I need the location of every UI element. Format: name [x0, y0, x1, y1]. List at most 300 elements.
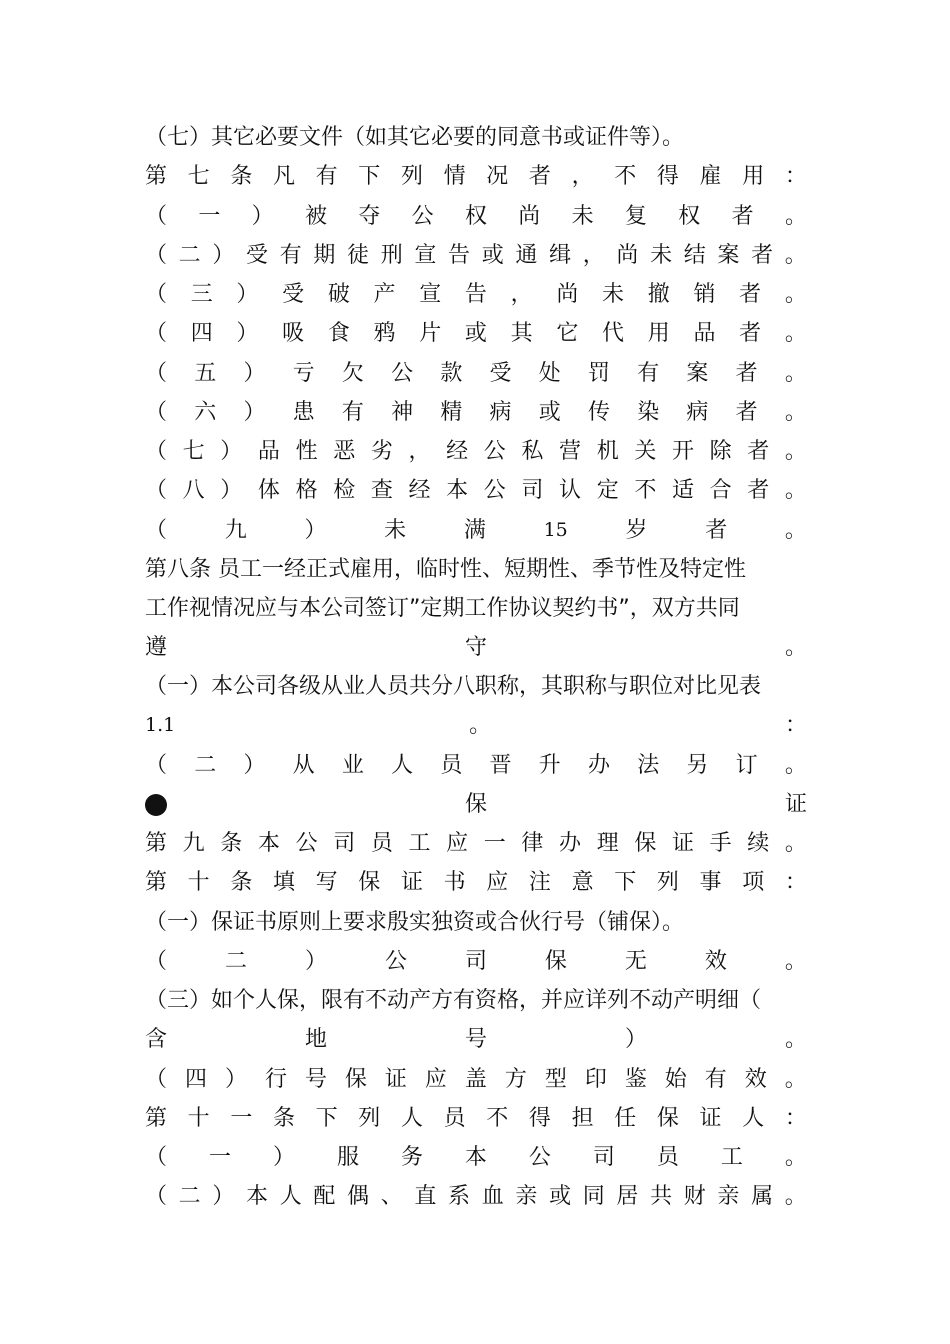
glyph: 升 [538, 753, 561, 778]
glyph: （ [145, 949, 168, 974]
glyph: 者 [751, 243, 774, 268]
glyph: 保 [464, 792, 487, 817]
glyph: 其 [510, 321, 533, 346]
glyph: 1.1 [145, 714, 176, 736]
text-line [145, 197, 807, 236]
glyph: 。 [784, 400, 807, 425]
glyph: 未 [384, 518, 407, 543]
glyph: 。 [784, 518, 807, 543]
glyph: 公 [391, 361, 414, 386]
glyph: （ [145, 1067, 168, 1092]
glyph: 不 [486, 1106, 509, 1131]
text-line [145, 471, 807, 510]
glyph: 病 [489, 400, 512, 425]
glyph: 配 [313, 1184, 336, 1209]
glyph: 得 [528, 1106, 551, 1131]
glyph: 罚 [587, 361, 610, 386]
glyph: 传 [587, 400, 610, 425]
text-line [145, 824, 807, 863]
text-line [145, 393, 807, 432]
glyph: 权 [464, 204, 487, 229]
glyph: 受 [489, 361, 512, 386]
glyph: 经 [446, 439, 469, 464]
glyph: 一 [483, 831, 506, 856]
glyph: 不 [634, 478, 657, 503]
glyph: 产 [373, 282, 396, 307]
glyph: 况 [486, 164, 509, 189]
glyph: 销 [693, 282, 716, 307]
text-line [145, 511, 807, 550]
bullet-icon [145, 794, 167, 816]
glyph: 证 [384, 1067, 407, 1092]
glyph: （ [145, 400, 168, 425]
glyph: 二 [224, 949, 247, 974]
glyph: 。 [784, 831, 807, 856]
glyph: 七 [182, 439, 205, 464]
glyph: ） [272, 1145, 295, 1170]
glyph: 尚 [518, 204, 541, 229]
glyph: 公 [483, 439, 506, 464]
text-line: 工作视情况应与本公司签订”定期工作协议契约书”，双方共同 [145, 596, 740, 621]
glyph: 共 [650, 1184, 673, 1209]
glyph: 居 [616, 1184, 639, 1209]
glyph: 保 [544, 949, 567, 974]
glyph: 查 [370, 478, 393, 503]
glyph: 下 [315, 1106, 338, 1131]
glyph: 有 [341, 400, 364, 425]
glyph: 不 [614, 164, 637, 189]
glyph: 者 [735, 361, 758, 386]
glyph: 保 [656, 1106, 679, 1131]
glyph: 未 [571, 204, 594, 229]
glyph: 事 [699, 870, 722, 895]
glyph: 满 [463, 518, 486, 543]
glyph: 案 [717, 243, 740, 268]
glyph: 或 [549, 1184, 572, 1209]
glyph: 含 [145, 1027, 168, 1052]
glyph: 下 [358, 164, 381, 189]
glyph: ） [243, 400, 266, 425]
glyph: 私 [521, 439, 544, 464]
glyph: 夺 [358, 204, 381, 229]
glyph: 型 [544, 1067, 567, 1092]
glyph: 未 [650, 243, 673, 268]
glyph: 担 [571, 1106, 594, 1131]
glyph: 应 [446, 831, 469, 856]
glyph: 证 [400, 870, 423, 895]
glyph: 员 [370, 831, 393, 856]
text-line [145, 1099, 807, 1138]
glyph: 二 [194, 753, 217, 778]
glyph: 用 [647, 321, 670, 346]
glyph: 有 [637, 361, 660, 386]
glyph: 属 [751, 1184, 774, 1209]
glyph: （ [145, 478, 168, 503]
glyph: 者 [747, 439, 770, 464]
glyph: 处 [538, 361, 561, 386]
glyph: 八 [182, 478, 205, 503]
glyph: 染 [637, 400, 660, 425]
glyph: ） [224, 1067, 247, 1092]
glyph: ： [784, 713, 807, 738]
glyph: 盖 [464, 1067, 487, 1092]
glyph: 二 [178, 243, 201, 268]
glyph: 。 [784, 439, 807, 464]
glyph: 同 [582, 1184, 605, 1209]
glyph: 工 [408, 831, 431, 856]
glyph: 条 [230, 870, 253, 895]
glyph: 精 [440, 400, 463, 425]
glyph: 条 [230, 164, 253, 189]
glyph: 恶 [333, 439, 356, 464]
glyph: 权 [678, 204, 701, 229]
glyph: 二 [178, 1184, 201, 1209]
glyph: 。 [784, 1067, 807, 1092]
glyph: 员 [443, 1106, 466, 1131]
glyph: 证 [699, 1106, 722, 1131]
glyph: 片 [419, 321, 442, 346]
glyph: 病 [686, 400, 709, 425]
glyph: 亲 [717, 1184, 740, 1209]
glyph: 。 [469, 713, 492, 738]
glyph: 第 [145, 831, 168, 856]
text-line [145, 628, 807, 667]
glyph: 认 [559, 478, 582, 503]
glyph: 有 [704, 1067, 727, 1092]
glyph: 写 [315, 870, 338, 895]
glyph: 人 [742, 1106, 765, 1131]
glyph: 号 [464, 1027, 487, 1052]
glyph: 本 [257, 831, 280, 856]
glyph: 十 [187, 870, 210, 895]
glyph: 。 [784, 1027, 807, 1052]
glyph: 条 [220, 831, 243, 856]
text-line [145, 314, 807, 353]
glyph: 六 [194, 400, 217, 425]
glyph: 员 [656, 1145, 679, 1170]
glyph: 情 [443, 164, 466, 189]
glyph: ， [571, 164, 594, 189]
glyph: 宣 [419, 282, 442, 307]
glyph: 得 [656, 164, 679, 189]
glyph: 三 [190, 282, 213, 307]
glyph: 意 [571, 870, 594, 895]
glyph: 守 [464, 635, 487, 660]
glyph: 者 [528, 164, 551, 189]
glyph: 鉴 [624, 1067, 647, 1092]
glyph: 效 [704, 949, 727, 974]
glyph: 任 [614, 1106, 637, 1131]
glyph: 吸 [282, 321, 305, 346]
glyph: 。 [784, 753, 807, 778]
section-heading-guarantee [145, 785, 807, 824]
glyph: 列 [358, 1106, 381, 1131]
glyph: 员 [440, 753, 463, 778]
glyph: ） [220, 478, 243, 503]
glyph: 公 [295, 831, 318, 856]
glyph: 鸦 [373, 321, 396, 346]
glyph: 保 [634, 831, 657, 856]
glyph: 除 [709, 439, 732, 464]
text-line [145, 157, 807, 196]
glyph: 宣 [414, 243, 437, 268]
glyph: 系 [448, 1184, 471, 1209]
glyph: 人 [391, 753, 414, 778]
glyph: 第 [145, 164, 168, 189]
glyph: 列 [656, 870, 679, 895]
text-line [145, 1020, 807, 1059]
glyph: 未 [602, 282, 625, 307]
glyph: 它 [556, 321, 579, 346]
glyph: 受 [246, 243, 269, 268]
glyph: 一 [198, 204, 221, 229]
glyph: （ [145, 518, 168, 543]
glyph: 司 [333, 831, 356, 856]
glyph: 本 [446, 478, 469, 503]
glyph: 书 [443, 870, 466, 895]
glyph: ） [236, 282, 259, 307]
text-line: （七）其它必要文件（如其它必要的同意书或证件等）。 [145, 125, 685, 150]
glyph: 法 [637, 753, 660, 778]
glyph: 尚 [616, 243, 639, 268]
glyph: 告 [448, 243, 471, 268]
glyph: 。 [784, 204, 807, 229]
glyph: 15 [543, 519, 568, 541]
glyph: 务 [400, 1145, 423, 1170]
glyph: 四 [190, 321, 213, 346]
glyph: 破 [327, 282, 350, 307]
glyph: 业 [341, 753, 364, 778]
glyph: 律 [521, 831, 544, 856]
glyph: 始 [664, 1067, 687, 1092]
text-line: （一）保证书原则上要求殷实独资或合伙行号（铺保）。 [145, 910, 685, 935]
glyph: 受 [282, 282, 305, 307]
glyph: 条 [272, 1106, 295, 1131]
glyph: 填 [272, 870, 295, 895]
glyph: 方 [504, 1067, 527, 1092]
glyph: 或 [481, 243, 504, 268]
glyph: 本 [246, 1184, 269, 1209]
glyph: 检 [333, 478, 356, 503]
glyph: 九 [182, 831, 205, 856]
glyph: 神 [391, 400, 414, 425]
glyph: 行 [264, 1067, 287, 1092]
glyph: 关 [634, 439, 657, 464]
glyph: 凡 [272, 164, 295, 189]
text-line [145, 432, 807, 471]
glyph: 手 [709, 831, 732, 856]
glyph: 刑 [380, 243, 403, 268]
glyph: ） [624, 1027, 647, 1052]
glyph: 人 [400, 1106, 423, 1131]
glyph: 注 [528, 870, 551, 895]
glyph: 印 [584, 1067, 607, 1092]
glyph: 适 [671, 478, 694, 503]
glyph: 列 [400, 164, 423, 189]
text-line: （一）本公司各级从业人员共分八职称，其职称与职位对比见表 [145, 674, 762, 699]
glyph: 司 [464, 949, 487, 974]
glyph: （ [145, 321, 168, 346]
glyph: 撤 [647, 282, 670, 307]
glyph: 结 [683, 243, 706, 268]
glyph: 被 [304, 204, 327, 229]
glyph: ） [236, 321, 259, 346]
glyph: 。 [784, 1184, 807, 1209]
glyph: 四 [184, 1067, 207, 1092]
glyph: 五 [194, 361, 217, 386]
glyph: ， [510, 282, 533, 307]
glyph: 续 [747, 831, 770, 856]
glyph: 、 [380, 1184, 403, 1209]
glyph: 。 [784, 321, 807, 346]
glyph: 一 [208, 1145, 231, 1170]
glyph: 劣 [370, 439, 393, 464]
glyph: ： [784, 164, 807, 189]
glyph: 患 [292, 400, 315, 425]
glyph: 项 [742, 870, 765, 895]
glyph: 号 [304, 1067, 327, 1092]
glyph: 晋 [489, 753, 512, 778]
glyph: 。 [784, 361, 807, 386]
glyph: 理 [596, 831, 619, 856]
glyph: （ [145, 282, 168, 307]
glyph: 应 [486, 870, 509, 895]
glyph: 司 [592, 1145, 615, 1170]
glyph: 公 [384, 949, 407, 974]
glyph: ， [582, 243, 605, 268]
glyph: ） [304, 518, 327, 543]
glyph: 遵 [145, 635, 168, 660]
glyph: 。 [784, 1145, 807, 1170]
glyph: 者 [739, 321, 762, 346]
glyph: 偶 [347, 1184, 370, 1209]
glyph: 缉 [549, 243, 572, 268]
glyph: 徒 [347, 243, 370, 268]
glyph: 保 [358, 870, 381, 895]
glyph: 机 [596, 439, 619, 464]
glyph: 者 [705, 518, 728, 543]
glyph: 工 [720, 1145, 743, 1170]
glyph: 公 [528, 1145, 551, 1170]
glyph: 血 [481, 1184, 504, 1209]
glyph: 性 [295, 439, 318, 464]
glyph: 或 [538, 400, 561, 425]
glyph: 开 [671, 439, 694, 464]
glyph: 一 [230, 1106, 253, 1131]
glyph: 办 [587, 753, 610, 778]
glyph: ） [212, 243, 235, 268]
glyph: 者 [739, 282, 762, 307]
glyph: 服 [336, 1145, 359, 1170]
glyph: （ [145, 1184, 168, 1209]
glyph: 应 [424, 1067, 447, 1092]
glyph: ） [304, 949, 327, 974]
glyph: 。 [784, 478, 807, 503]
glyph: 期 [313, 243, 336, 268]
glyph: 品 [693, 321, 716, 346]
glyph: 亲 [515, 1184, 538, 1209]
text-line: （三）如个人保，限有不动产方有资格，并应详列不动产明细（ [145, 988, 762, 1013]
glyph: 或 [464, 321, 487, 346]
text-line: 第八条 员工一经正式雇用，临时性、短期性、季节性及特定性 [145, 557, 746, 582]
text-line [145, 1177, 807, 1216]
glyph: 第 [145, 870, 168, 895]
glyph: （ [145, 439, 168, 464]
glyph: ） [220, 439, 243, 464]
glyph: ： [784, 1106, 807, 1131]
glyph: ） [212, 1184, 235, 1209]
glyph: 保 [344, 1067, 367, 1092]
glyph: ） [243, 361, 266, 386]
glyph: 款 [440, 361, 463, 386]
glyph: 定 [596, 478, 619, 503]
text-line [145, 1138, 807, 1177]
glyph: （ [145, 753, 168, 778]
glyph: 品 [257, 439, 280, 464]
glyph: 财 [683, 1184, 706, 1209]
glyph: 。 [784, 635, 807, 660]
glyph: 直 [414, 1184, 437, 1209]
glyph: 本 [464, 1145, 487, 1170]
glyph: 欠 [341, 361, 364, 386]
glyph: 合 [709, 478, 732, 503]
glyph: 九 [224, 518, 247, 543]
glyph: 格 [295, 478, 318, 503]
glyph: ： [784, 870, 807, 895]
text-line [145, 942, 807, 981]
glyph: 证 [671, 831, 694, 856]
glyph: 订 [735, 753, 758, 778]
glyph: 通 [515, 243, 538, 268]
glyph: 效 [744, 1067, 767, 1092]
glyph: 从 [292, 753, 315, 778]
text-line [145, 706, 807, 745]
glyph: 司 [521, 478, 544, 503]
glyph: 尚 [556, 282, 579, 307]
glyph: （ [145, 204, 168, 229]
glyph: 证 [784, 792, 807, 817]
glyph: 岁 [625, 518, 648, 543]
glyph: 有 [279, 243, 302, 268]
glyph: 有 [315, 164, 338, 189]
glyph: 公 [411, 204, 434, 229]
glyph: 案 [686, 361, 709, 386]
glyph: （ [145, 1145, 168, 1170]
glyph: 营 [559, 439, 582, 464]
text-line [145, 236, 807, 275]
text-line [145, 863, 807, 902]
glyph: ） [243, 753, 266, 778]
glyph: 地 [304, 1027, 327, 1052]
glyph: 亏 [292, 361, 315, 386]
glyph: 者 [735, 400, 758, 425]
glyph: 。 [784, 243, 807, 268]
glyph: （ [145, 361, 168, 386]
glyph: 者 [747, 478, 770, 503]
text-line [145, 354, 807, 393]
text-line [145, 1060, 807, 1099]
glyph: 。 [784, 949, 807, 974]
glyph: 另 [686, 753, 709, 778]
glyph: 。 [784, 282, 807, 307]
glyph: 用 [742, 164, 765, 189]
text-line [145, 275, 807, 314]
glyph: 无 [624, 949, 647, 974]
glyph: 办 [559, 831, 582, 856]
glyph: 代 [602, 321, 625, 346]
glyph: 公 [483, 478, 506, 503]
glyph: 第 [145, 1106, 168, 1131]
